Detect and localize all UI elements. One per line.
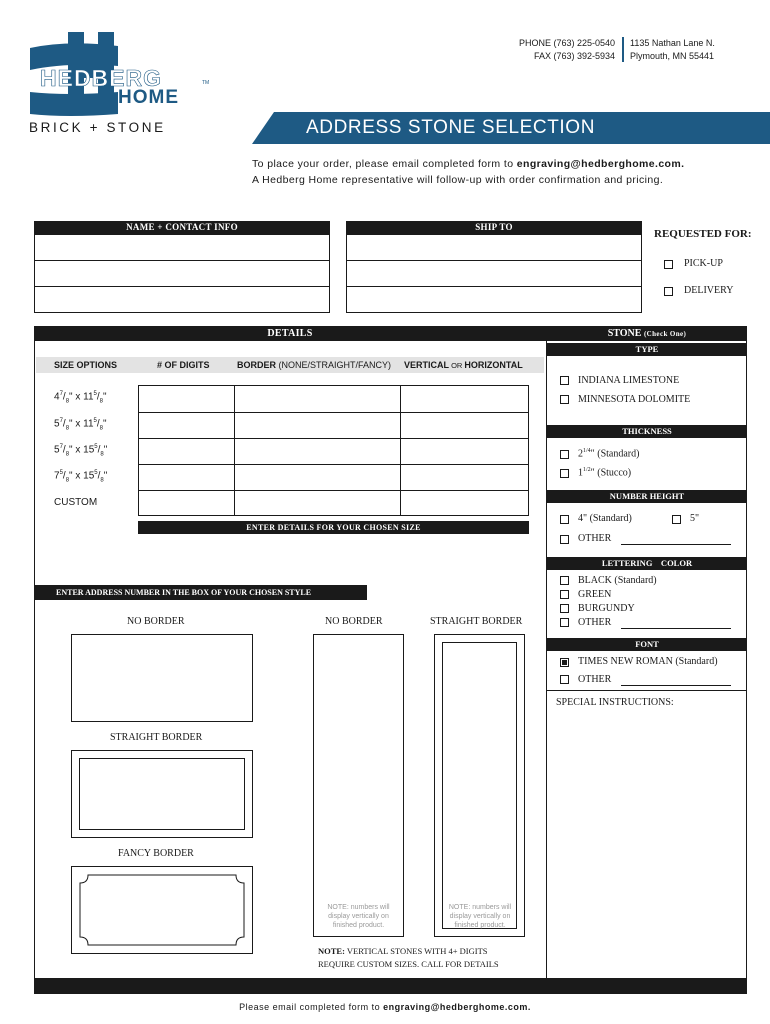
note-text-1: VERTICAL STONES WITH 4+ DIGITS bbox=[344, 946, 488, 956]
lettering-color-header: LETTERING COLOR bbox=[547, 557, 747, 570]
label-no-border-vertical: NO BORDER bbox=[325, 616, 383, 627]
intro-email-link[interactable]: engraving@hedberghome.com. bbox=[516, 158, 685, 170]
address-section-header: ENTER ADDRESS NUMBER IN THE BOX OF YOUR CHOSEN STYLE bbox=[34, 585, 367, 600]
label-no-border-horizontal: NO BORDER bbox=[127, 616, 185, 627]
col-border-bold: BORDER bbox=[237, 360, 277, 370]
straight-border-vertical-inner bbox=[442, 642, 517, 929]
height-label-4in: 4" (Standard) bbox=[578, 513, 632, 524]
name-contact-header: NAME + CONTACT INFO bbox=[34, 221, 330, 234]
col-horizontal: HORIZONTAL bbox=[464, 360, 523, 370]
number-height-header: NUMBER HEIGHT bbox=[547, 490, 747, 503]
enter-details-bar: ENTER DETAILS FOR YOUR CHOSEN SIZE bbox=[138, 521, 529, 534]
footer-email-link[interactable]: engraving@hedberghome.com. bbox=[383, 1002, 531, 1012]
font-header: FONT bbox=[547, 638, 747, 651]
stone-header bbox=[547, 326, 747, 341]
straight-border-horizontal-inner bbox=[79, 758, 245, 830]
label-straight-border-horizontal: STRAIGHT BORDER bbox=[110, 732, 203, 743]
type-label-indiana: INDIANA LIMESTONE bbox=[578, 375, 680, 386]
requested-for-label: REQUESTED FOR: bbox=[654, 228, 752, 240]
name-field-2[interactable] bbox=[34, 260, 330, 287]
title-banner bbox=[252, 112, 770, 144]
height-label-5in: 5" bbox=[690, 513, 700, 524]
grid-hline-1 bbox=[139, 412, 528, 413]
height-label-other: OTHER bbox=[578, 533, 612, 544]
footer-line bbox=[0, 1002, 770, 1012]
vertical-stones-note-1 bbox=[318, 946, 487, 956]
fax-number: FAX (763) 392-5934 bbox=[533, 51, 615, 61]
ship-field-1[interactable] bbox=[346, 234, 642, 261]
type-label-minnesota: MINNESOTA DOLOMITE bbox=[578, 394, 691, 405]
intro-line-1 bbox=[252, 158, 684, 170]
size-option-4: $7^5/_8$" x $15^5/_8$" bbox=[54, 470, 108, 484]
special-instructions-label: SPECIAL INSTRUCTIONS: bbox=[556, 697, 674, 708]
height-checkbox-other[interactable] bbox=[560, 535, 569, 544]
special-instructions-area[interactable] bbox=[548, 712, 746, 976]
height-checkbox-4in[interactable] bbox=[560, 515, 569, 524]
footer-text: Please email completed form to bbox=[239, 1002, 384, 1012]
height-other-input[interactable] bbox=[621, 544, 731, 545]
type-header: TYPE bbox=[547, 343, 747, 356]
ship-to-header: SHIP TO bbox=[346, 221, 642, 234]
logo-tm: TM bbox=[202, 80, 210, 86]
pickup-checkbox[interactable] bbox=[664, 260, 673, 269]
font-other-input[interactable] bbox=[621, 685, 731, 686]
grid-vline-1 bbox=[234, 386, 235, 515]
name-field-3[interactable] bbox=[34, 286, 330, 313]
font-label-times: TIMES NEW ROMAN (Standard) bbox=[578, 656, 718, 667]
ship-field-2[interactable] bbox=[346, 260, 642, 287]
col-digits: # OF DIGITS bbox=[157, 360, 210, 370]
street-address: 1135 Nathan Lane N. bbox=[630, 38, 715, 48]
delivery-checkbox[interactable] bbox=[664, 287, 673, 296]
name-field-1[interactable] bbox=[34, 234, 330, 261]
no-border-horizontal-box[interactable] bbox=[71, 634, 253, 722]
pickup-label: PICK-UP bbox=[684, 258, 723, 269]
color-label-other: OTHER bbox=[578, 617, 612, 628]
size-option-custom: CUSTOM bbox=[54, 497, 98, 508]
thickness-label-standard: $2^{1/4}$" (Standard) bbox=[578, 448, 640, 460]
type-checkbox-minnesota[interactable] bbox=[560, 395, 569, 404]
color-checkbox-burgundy[interactable] bbox=[560, 604, 569, 613]
vertical-stones-note-2: REQUIRE CUSTOM SIZES. CALL FOR DETAILS bbox=[318, 959, 499, 969]
straight-border-vertical-box[interactable] bbox=[434, 634, 525, 937]
font-checkbox-times[interactable] bbox=[560, 658, 569, 667]
grid-hline-3 bbox=[139, 464, 528, 465]
grid-hline-4 bbox=[139, 490, 528, 491]
phone-number: PHONE (763) 225-0540 bbox=[518, 38, 615, 48]
thickness-checkbox-stucco[interactable] bbox=[560, 469, 569, 478]
brand-tagline: BRICK + STONE bbox=[29, 120, 166, 135]
page-title: ADDRESS STONE SELECTION bbox=[306, 117, 596, 138]
straight-border-horizontal-box[interactable] bbox=[71, 750, 253, 838]
intro-line-2: A Hedberg Home representative will follow-up with order confirmation and pricing. bbox=[252, 174, 664, 186]
contact-divider bbox=[622, 37, 624, 62]
col-or: OR bbox=[449, 361, 465, 370]
stone-header-title: STONE bbox=[607, 328, 642, 339]
label-straight-border-vertical: STRAIGHT BORDER bbox=[430, 616, 523, 627]
grid-vline-2 bbox=[400, 386, 401, 515]
logo-word-home: HOME bbox=[118, 87, 179, 108]
bottom-bar bbox=[34, 978, 747, 994]
size-option-2: $5^7/_8$" x $11^5/_8$" bbox=[54, 418, 107, 432]
delivery-label: DELIVERY bbox=[684, 285, 734, 296]
special-instructions-divider bbox=[547, 690, 747, 691]
stone-header-hint: (Check One) bbox=[643, 330, 687, 338]
fancy-border-frame bbox=[72, 867, 252, 953]
details-header: DETAILS bbox=[34, 326, 546, 341]
thickness-label-stucco: $1^{1/2}$" (Stucco) bbox=[578, 467, 632, 479]
color-other-input[interactable] bbox=[621, 628, 731, 629]
col-vertical: VERTICAL bbox=[404, 360, 449, 370]
grid-hline-2 bbox=[139, 438, 528, 439]
color-label-green: GREEN bbox=[578, 589, 612, 600]
fancy-border-box[interactable] bbox=[71, 866, 253, 954]
thickness-checkbox-standard[interactable] bbox=[560, 450, 569, 459]
intro-text: To place your order, please email completed form to bbox=[252, 158, 517, 170]
column-divider bbox=[546, 326, 547, 978]
ship-field-3[interactable] bbox=[346, 286, 642, 313]
note-prefix: NOTE: bbox=[318, 946, 345, 956]
no-border-vertical-box[interactable] bbox=[313, 634, 404, 937]
size-option-1: $4^7/_8$" x $11^5/_8$" bbox=[54, 391, 107, 405]
col-border bbox=[237, 360, 391, 370]
col-border-note: (NONE/STRAIGHT/FANCY) bbox=[276, 360, 392, 370]
size-option-3: $5^7/_8$" x $15^5/_8$" bbox=[54, 444, 108, 458]
height-checkbox-5in[interactable] bbox=[672, 515, 681, 524]
type-checkbox-indiana[interactable] bbox=[560, 376, 569, 385]
color-label-burgundy: BURGUNDY bbox=[578, 603, 635, 614]
color-label-black: BLACK (Standard) bbox=[578, 575, 657, 586]
font-label-other: OTHER bbox=[578, 674, 612, 685]
font-checkbox-other[interactable] bbox=[560, 675, 569, 684]
label-fancy-border: FANCY BORDER bbox=[118, 848, 194, 859]
details-grid bbox=[138, 385, 529, 516]
color-checkbox-green[interactable] bbox=[560, 590, 569, 599]
city-address: Plymouth, MN 55441 bbox=[630, 51, 715, 61]
vertical-note-no-border: NOTE: numbers will display vertically on finished product. bbox=[327, 904, 390, 929]
vertical-note-straight-border: NOTE: numbers will display vertically on finished product. bbox=[448, 904, 512, 929]
logo-word-hedberg: HEDBERG bbox=[40, 65, 163, 91]
col-orientation bbox=[404, 360, 523, 370]
color-checkbox-other[interactable] bbox=[560, 618, 569, 627]
thickness-header: THICKNESS bbox=[547, 425, 747, 438]
color-checkbox-black[interactable] bbox=[560, 576, 569, 585]
col-size-options: SIZE OPTIONS bbox=[54, 360, 118, 370]
